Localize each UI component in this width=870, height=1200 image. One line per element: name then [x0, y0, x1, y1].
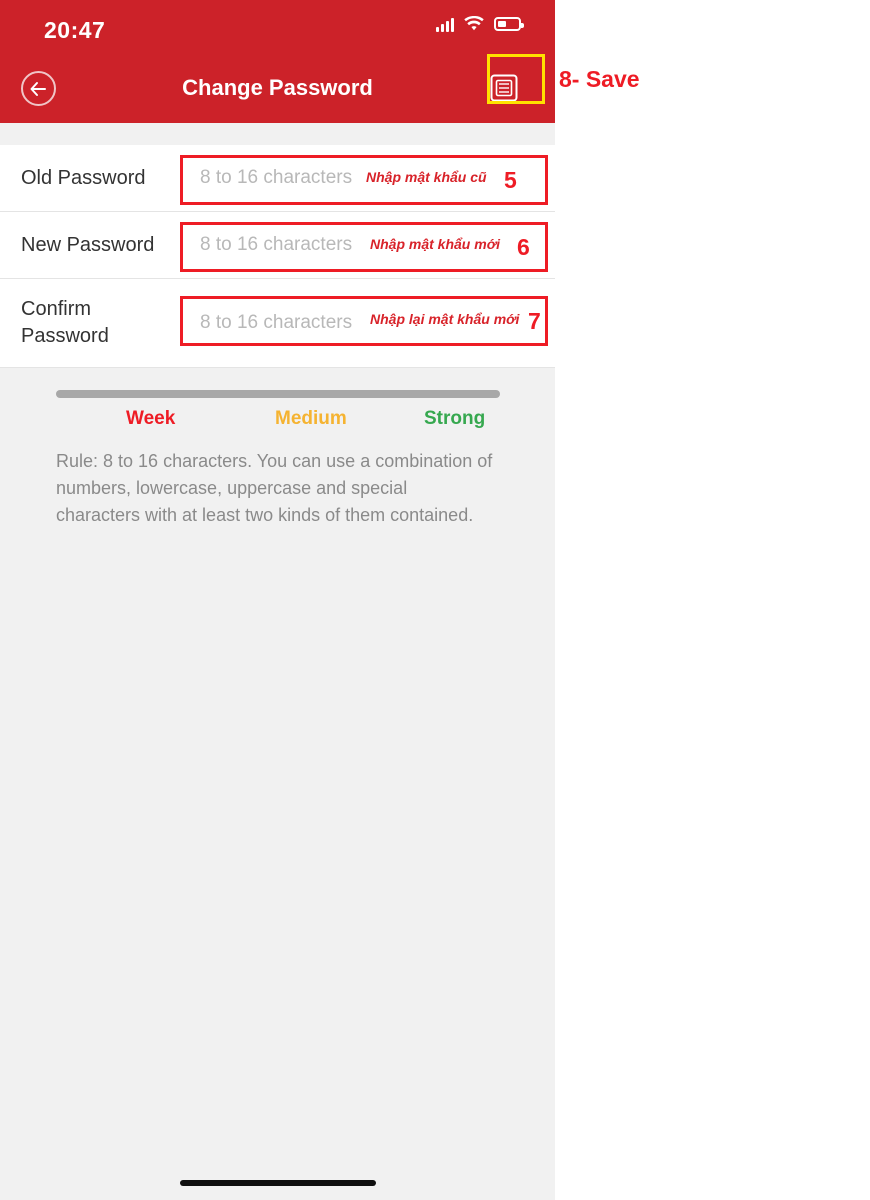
- annotation-save-label: 8- Save: [559, 66, 640, 92]
- annotation-step-7: 7: [528, 308, 541, 334]
- strength-label-strong: Strong: [424, 408, 486, 429]
- page-title: Change Password: [182, 75, 373, 100]
- row-label-new-password: New Password: [21, 233, 155, 256]
- confirm-password-input[interactable]: 8 to 16 characters: [200, 312, 353, 333]
- wifi-icon: [463, 16, 485, 32]
- home-indicator: [180, 1180, 376, 1186]
- password-strength-section: [0, 368, 555, 568]
- status-bar: [0, 0, 555, 56]
- row-label-confirm-password: Confirm Password: [21, 298, 109, 347]
- save-disk-icon: [488, 72, 520, 104]
- header-gap: [0, 123, 555, 145]
- status-time: 20:47: [44, 17, 106, 43]
- password-rule-text: Rule: 8 to 16 characters. You can use a combination of numbers, lowercase, uppercase and special characters with at least two kinds of them contained.: [56, 451, 493, 525]
- save-button[interactable]: [485, 69, 523, 107]
- annotation-step-5: 5: [504, 167, 517, 193]
- annotation-step-6: 6: [517, 234, 530, 260]
- signal-bars-icon: [436, 17, 454, 32]
- strength-labels: [56, 408, 500, 438]
- annotation-note-new-password: Nhập mật khẩu mới: [370, 236, 500, 252]
- strength-bar: [56, 390, 500, 398]
- battery-icon: [494, 17, 521, 31]
- nav-bar: [0, 56, 555, 123]
- new-password-input[interactable]: 8 to 16 characters: [200, 234, 353, 255]
- strength-label-week: Week: [126, 408, 176, 429]
- annotation-note-old-password: Nhập mật khẩu cũ: [366, 169, 487, 185]
- row-label-old-password: Old Password: [21, 166, 146, 189]
- old-password-input[interactable]: 8 to 16 characters: [200, 167, 353, 188]
- annotation-note-confirm-password: Nhập lại mật khẩu mới: [370, 311, 520, 327]
- status-icons: [436, 16, 521, 32]
- strength-label-medium: Medium: [275, 408, 347, 429]
